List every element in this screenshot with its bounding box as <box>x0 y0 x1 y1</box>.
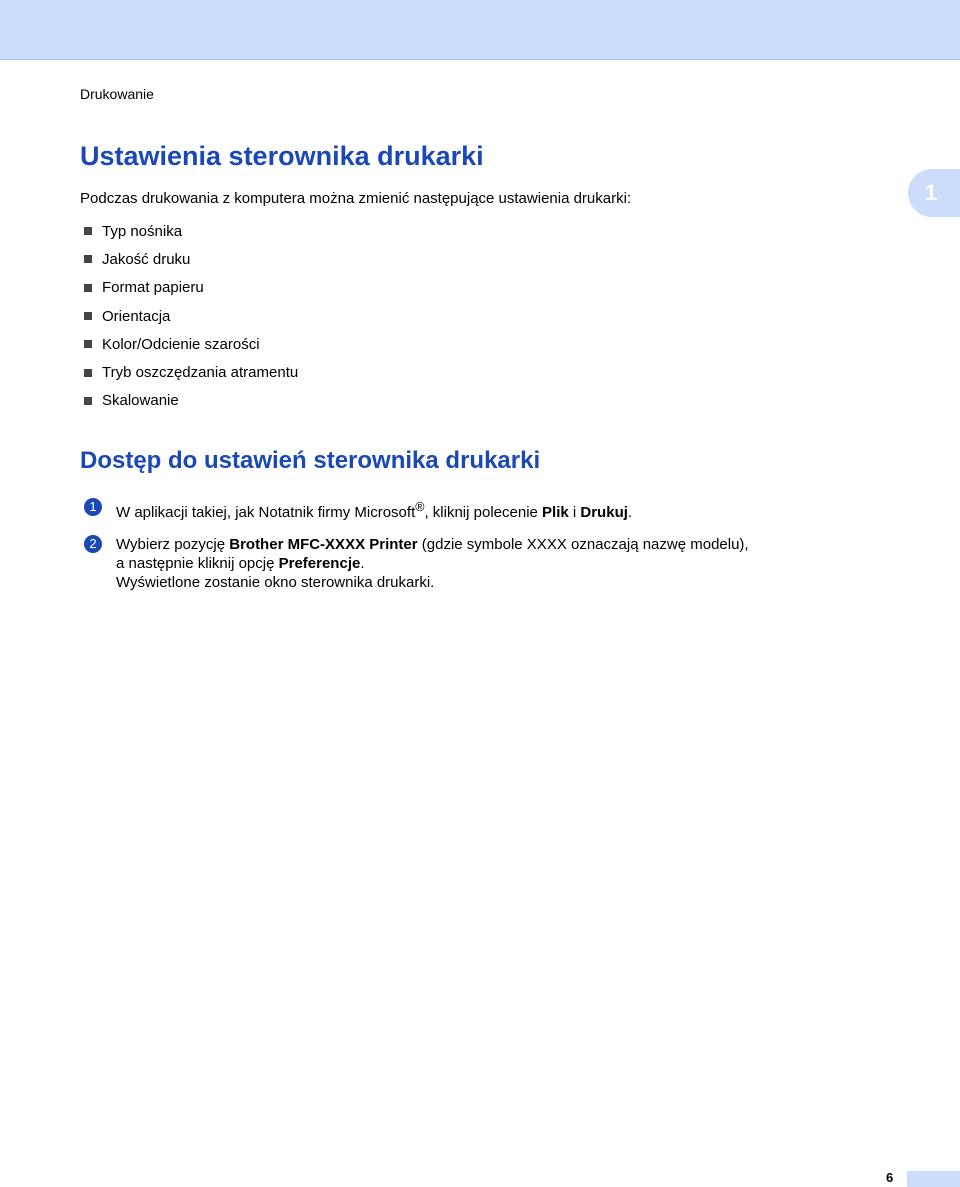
square-bullet-icon <box>84 284 92 292</box>
square-bullet-icon <box>84 255 92 263</box>
option-name-preferencje: Preferencje <box>278 555 361 572</box>
section-subtitle: Dostęp do ustawień sterownika drukarki <box>80 447 541 474</box>
list-item-label: Kolor/Odcienie szarości <box>102 335 260 353</box>
square-bullet-icon <box>84 397 92 405</box>
list-item <box>84 245 298 273</box>
intro-paragraph: Podczas drukowania z komputera można zmienić następujące ustawienia drukarki: <box>80 190 632 207</box>
step-text-part: i <box>568 504 581 521</box>
step-text-part: . <box>627 504 633 521</box>
list-item-label: Typ nośnika <box>102 222 183 240</box>
step-line: Wyświetlone zostanie okno sterownika drukarki. <box>116 574 435 591</box>
step-text-part: Wybierz pozycję <box>116 536 230 553</box>
chapter-tab: 1 <box>908 169 960 217</box>
step-text-part: W aplikacji takiej, jak Notatnik firmy Microsoft <box>116 504 416 521</box>
step-line <box>116 554 749 573</box>
section-header: Drukowanie <box>80 86 154 102</box>
step-number-badge: 2 <box>84 535 102 553</box>
list-item-label: Format papieru <box>102 279 204 297</box>
printer-name: Brother MFC-XXXX Printer <box>229 536 418 553</box>
list-item-label: Orientacja <box>102 307 171 325</box>
square-bullet-icon <box>84 340 92 348</box>
step-text-part: , kliknij polecenie <box>424 504 543 521</box>
list-item-label: Skalowanie <box>102 392 179 410</box>
square-bullet-icon <box>84 312 92 320</box>
page-number: 6 <box>886 1170 894 1185</box>
feature-list <box>84 217 298 415</box>
step-text <box>116 498 632 522</box>
list-item <box>84 330 298 358</box>
square-bullet-icon <box>84 227 92 235</box>
step-text-part: (gdzie symbole XXXX oznaczają nazwę modelu), <box>417 536 749 553</box>
registered-mark: ® <box>415 500 425 514</box>
step-number-badge: 1 <box>84 498 102 516</box>
top-band <box>0 0 960 60</box>
page-title: Ustawienia sterownika drukarki <box>80 141 484 171</box>
list-item <box>84 274 298 302</box>
step-text-part: a następnie kliknij opcję <box>116 555 279 572</box>
list-item <box>84 358 298 386</box>
square-bullet-icon <box>84 369 92 377</box>
page-tab <box>907 1171 960 1187</box>
step-text <box>116 535 749 592</box>
step-text-part: . <box>360 555 365 572</box>
menu-name-plik: Plik <box>542 504 569 521</box>
list-item <box>84 387 298 415</box>
list-item <box>84 217 298 245</box>
list-item-label: Tryb oszczędzania atramentu <box>102 364 299 382</box>
list-item <box>84 302 298 330</box>
list-item-label: Jakość druku <box>102 250 191 268</box>
step-line <box>116 535 749 554</box>
menu-name-drukuj: Drukuj <box>580 504 628 521</box>
